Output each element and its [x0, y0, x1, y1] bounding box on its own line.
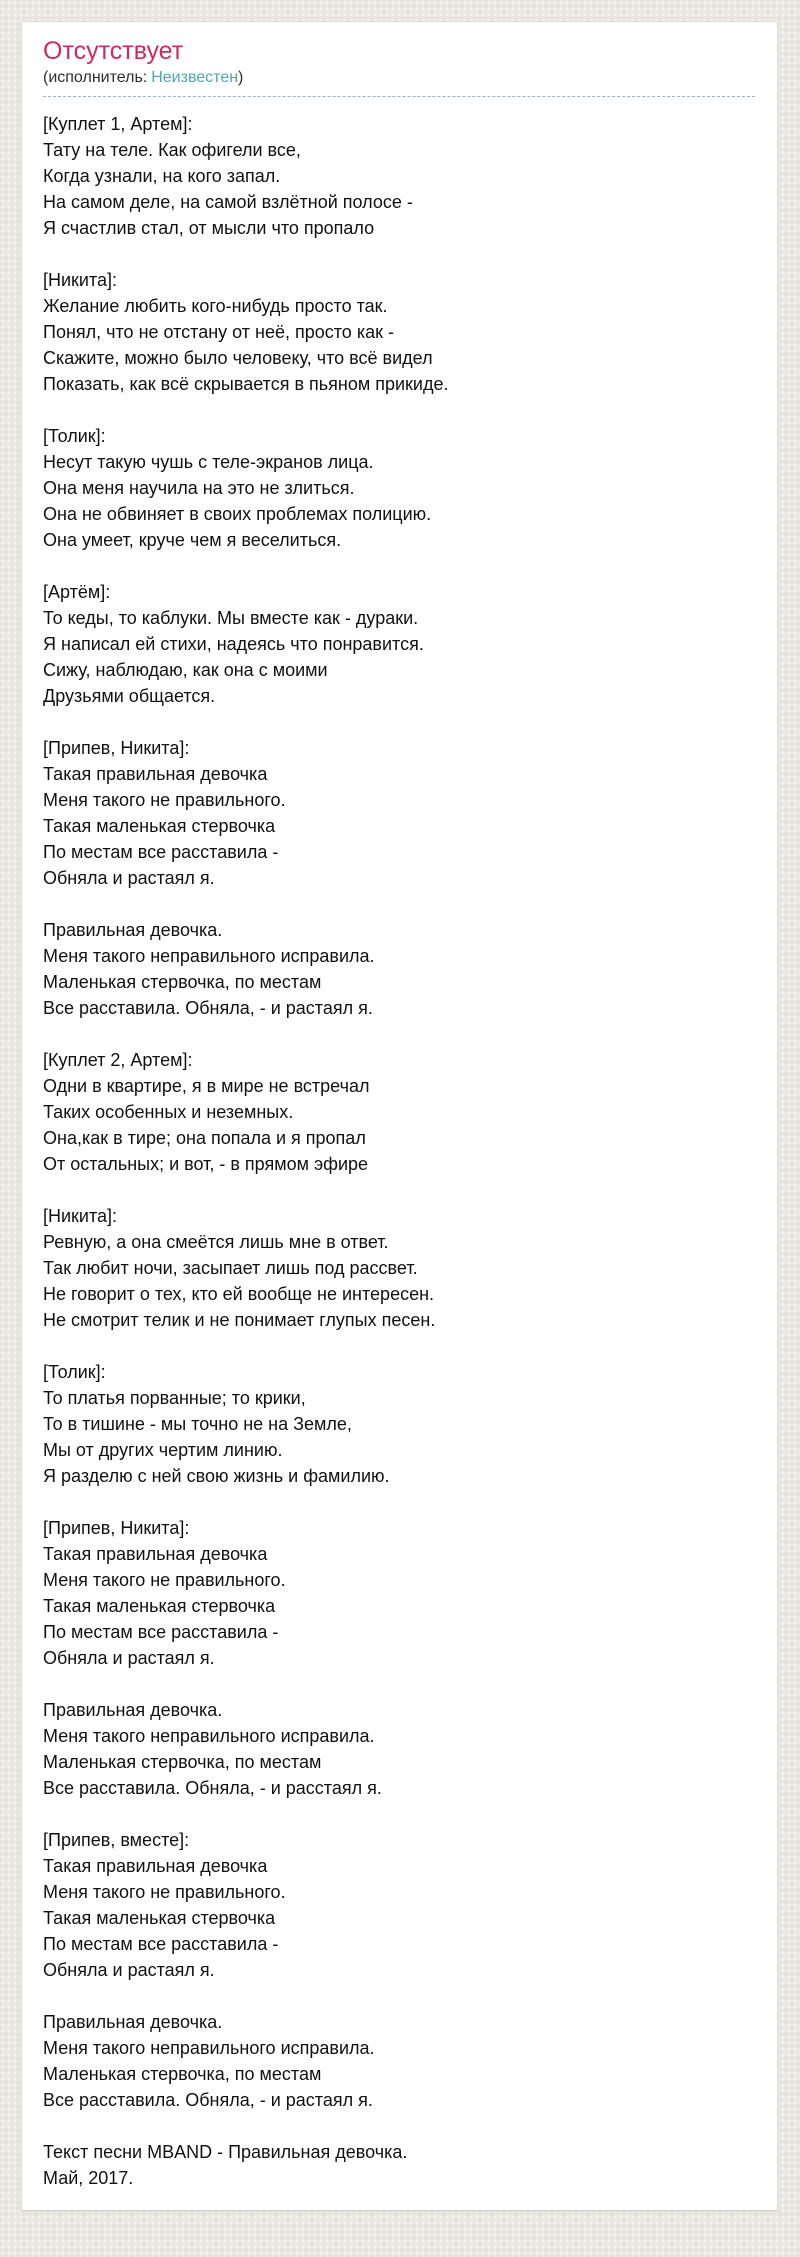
stanza [43, 267, 755, 397]
stanza [43, 1047, 755, 1177]
lyric-line: Понял, что не отстану от неё, просто как - [43, 322, 394, 342]
song-title-link[interactable]: Отсутствует [43, 37, 184, 65]
lyric-line: Маленькая стервочка, по местам [43, 2064, 322, 2084]
lyric-line: То в тишине - мы точно не на Земле, [43, 1414, 352, 1434]
lyric-line: [Артём]: [43, 582, 111, 602]
lyric-line: Такая правильная девочка [43, 1856, 268, 1876]
artist-suffix: ) [238, 69, 244, 86]
lyric-line: Ревную, а она смеётся лишь мне в ответ. [43, 1232, 389, 1252]
stanza [43, 735, 755, 891]
lyric-line: Она не обвиняет в своих проблемах полицию. [43, 504, 432, 524]
lyric-line: [Куплет 2, Артем]: [43, 1050, 193, 1070]
lyric-line: Меня такого не правильного. [43, 1570, 286, 1590]
lyric-line: Все расставила. Обняла, - и растаял я. [43, 2090, 373, 2110]
stanza [43, 1515, 755, 1671]
stanza [43, 423, 755, 553]
lyric-line: Я написал ей стихи, надеясь что понравится. [43, 634, 424, 654]
lyric-line: Меня такого неправильного исправила. [43, 1726, 375, 1746]
lyric-line: Правильная девочка. [43, 2012, 223, 2032]
lyric-line: Она умеет, круче чем я веселиться. [43, 530, 342, 550]
lyric-line: Я разделю с ней свою жизнь и фамилию. [43, 1466, 390, 1486]
lyric-line: [Толик]: [43, 426, 106, 446]
lyric-line: [Куплет 1, Артем]: [43, 114, 193, 134]
lyric-line: Май, 2017. [43, 2168, 134, 2188]
lyric-line: То платья порванные; то крики, [43, 1388, 306, 1408]
lyric-line: Показать, как всё скрывается в пьяном прикиде. [43, 374, 449, 394]
artist-link[interactable]: Неизвестен [151, 69, 239, 86]
lyric-line: [Никита]: [43, 1206, 118, 1226]
lyric-line: Когда узнали, на кого запал. [43, 166, 281, 186]
lyric-line: Мы от других чертим линию. [43, 1440, 283, 1460]
lyric-line: Правильная девочка. [43, 920, 223, 940]
lyric-line: По местам все расставила - [43, 842, 279, 862]
stanza [43, 917, 755, 1021]
lyric-line: Я счастлив стал, от мысли что пропало [43, 218, 375, 238]
artist-prefix: (исполнитель: [43, 69, 148, 86]
lyric-line: От остальных; и вот, - в прямом эфире [43, 1154, 369, 1174]
lyric-line: Такая правильная девочка [43, 764, 268, 784]
artist-line [43, 67, 755, 97]
stanza [43, 111, 755, 241]
stanza [43, 1697, 755, 1801]
lyric-line: [Припев, Никита]: [43, 1518, 190, 1538]
stanza [43, 2139, 755, 2191]
stanza [43, 1827, 755, 1983]
lyric-line: Меня такого не правильного. [43, 790, 286, 810]
lyric-line: [Толик]: [43, 1362, 106, 1382]
lyric-line: Сижу, наблюдаю, как она с моими [43, 660, 328, 680]
lyric-line: Меня такого неправильного исправила. [43, 2038, 375, 2058]
lyric-line: То кеды, то каблуки. Мы вместе как - дураки. [43, 608, 419, 628]
stanza [43, 2009, 755, 2113]
lyric-line: Не говорит о тех, кто ей вообще не интересен. [43, 1284, 435, 1304]
lyric-line: По местам все расставила - [43, 1934, 279, 1954]
stanza [43, 579, 755, 709]
lyric-line: Тату на теле. Как офигели все, [43, 140, 301, 160]
lyric-line: Так любит ночи, засыпает лишь под рассвет. [43, 1258, 418, 1278]
lyric-line: Одни в квартире, я в мире не встречал [43, 1076, 370, 1096]
lyric-line: Маленькая стервочка, по местам [43, 1752, 322, 1772]
lyric-line: Обняла и растаял я. [43, 868, 215, 888]
lyric-line: Обняла и растаял я. [43, 1960, 215, 1980]
lyric-line: Все расставила. Обняла, - и расстаял я. [43, 1778, 382, 1798]
lyric-line: [Припев, вместе]: [43, 1830, 190, 1850]
lyric-line: Не смотрит телик и не понимает глупых песен. [43, 1310, 436, 1330]
lyrics-card [21, 21, 778, 2211]
lyric-line: По местам все расставила - [43, 1622, 279, 1642]
lyric-line: Обняла и растаял я. [43, 1648, 215, 1668]
lyric-line: Она меня научила на это не злиться. [43, 478, 355, 498]
lyric-line: Друзьями общается. [43, 686, 216, 706]
lyric-line: Маленькая стервочка, по местам [43, 972, 322, 992]
lyric-line: Скажите, можно было человеку, что всё видел [43, 348, 433, 368]
lyric-line: Текст песни MBAND - Правильная девочка. [43, 2142, 408, 2162]
lyric-line: Несут такую чушь с теле-экранов лица. [43, 452, 374, 472]
lyric-line: Желание любить кого-нибудь просто так. [43, 296, 388, 316]
lyric-line: Такая маленькая стервочка [43, 816, 276, 836]
lyric-line: Меня такого не правильного. [43, 1882, 286, 1902]
lyric-line: Таких особенных и неземных. [43, 1102, 294, 1122]
lyric-line: Такая правильная девочка [43, 1544, 268, 1564]
lyric-line: На самом деле, на самой взлётной полосе - [43, 192, 413, 212]
stanza [43, 1203, 755, 1333]
lyric-line: [Припев, Никита]: [43, 738, 190, 758]
lyric-line: Все расставила. Обняла, - и растаял я. [43, 998, 373, 1018]
lyric-line: [Никита]: [43, 270, 118, 290]
stanza [43, 1359, 755, 1489]
lyric-line: Меня такого неправильного исправила. [43, 946, 375, 966]
lyric-line: Она,как в тире; она попала и я пропал [43, 1128, 366, 1148]
lyrics-text [43, 111, 755, 2191]
lyric-line: Правильная девочка. [43, 1700, 223, 1720]
lyric-line: Такая маленькая стервочка [43, 1596, 276, 1616]
lyric-line: Такая маленькая стервочка [43, 1908, 276, 1928]
